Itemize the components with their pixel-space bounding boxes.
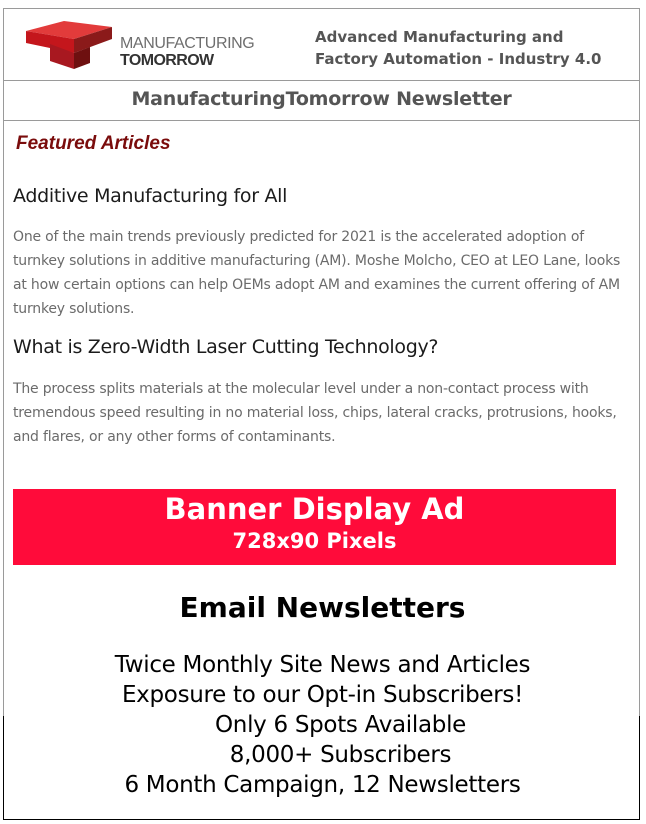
article-title-link[interactable]: Additive Manufacturing for All xyxy=(13,185,288,207)
article-summary: The process splits materials at the molecular level under a non-contact process with tremendous speed resulting in no material loss, chips, lateral cracks, protrusions, hooks, and flares, or any other forms of contaminants. xyxy=(13,381,617,445)
logo-wordmark xyxy=(120,35,254,69)
promo-line: 6 Month Campaign, 12 Newsletters xyxy=(124,772,521,798)
promo-details xyxy=(3,652,640,820)
promo-line: Twice Monthly Site News and Articles xyxy=(114,652,531,678)
banner-display-ad[interactable] xyxy=(13,489,616,565)
banner-ad-size: 728x90 Pixels xyxy=(232,529,397,553)
tagline-line-1: Advanced Manufacturing and xyxy=(315,28,564,46)
newsletter-title-bar xyxy=(3,81,640,121)
article-title-link[interactable]: What is Zero-Width Laser Cutting Technology? xyxy=(13,336,439,358)
email-newsletters-heading: Email Newsletters xyxy=(179,591,466,624)
featured-articles-label: Featured Articles xyxy=(16,133,171,154)
logo-mark-icon xyxy=(20,17,120,73)
promo-line: Only 6 Spots Available xyxy=(214,712,467,738)
tagline-line-2: Factory Automation - Industry 4.0 xyxy=(315,50,602,68)
logo-line-manufacturing: MANUFACTURING xyxy=(120,35,255,52)
logo-line-tomorrow: TOMORROW xyxy=(120,52,214,69)
site-tagline xyxy=(315,26,635,70)
promo-line: 8,000+ Subscribers xyxy=(229,742,452,768)
newsletter-content xyxy=(3,121,640,716)
newsletter-title: ManufacturingTomorrow Newsletter xyxy=(131,88,512,110)
article-summary: One of the main trends previously predicted for 2021 is the accelerated adoption of turnkey solutions in additive manufacturing (AM). Moshe Molcho, CEO at LEO Lane, looks at how certain options can help OEMs adopt AM and examines the current offering of AM turnkey solutions. xyxy=(13,229,621,317)
banner-ad-title: Banner Display Ad xyxy=(164,492,465,526)
manufacturing-tomorrow-logo[interactable] xyxy=(20,17,270,73)
promo-line: Exposure to our Opt-in Subscribers! xyxy=(121,682,524,708)
newsletter-header xyxy=(3,8,640,81)
newsletter-frame xyxy=(3,8,640,820)
